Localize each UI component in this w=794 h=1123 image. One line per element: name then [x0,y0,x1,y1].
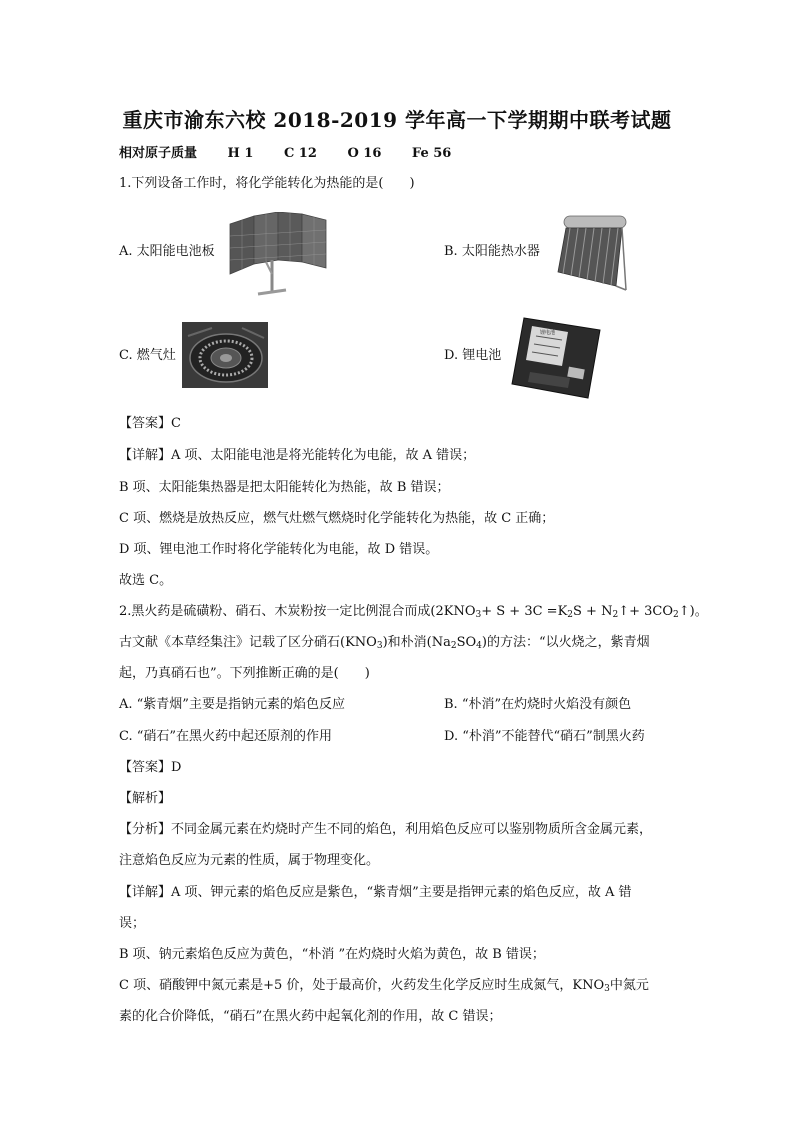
q1-option-d: D. 锂电池 [444,348,502,363]
q1-option-c: C. 燃气灶 [119,348,176,363]
battery-label: 锂电池 [540,330,556,336]
lithium-battery-image [510,316,602,400]
q2-analysis-heading: 【解析】 [119,791,172,806]
q2-option-a: A. “紫青烟”主要是指钠元素的焰色反应 [119,697,345,712]
q1-option-a: A. 太阳能电池板 [119,244,215,259]
q2-detail-line: 误； [119,916,146,931]
atomic-mass-line [119,144,477,164]
q2-stem-line-3: 起，乃真硝石也”。下列推断正确的是( ) [119,666,370,681]
q2-detail-line: B 项、钠元素焰色反应为黄色，“朴消 ”在灼烧时火焰为黄色，故 B 错误； [119,947,545,962]
q1-option-b: B. 太阳能热水器 [444,244,540,259]
q2-stem-line-1: 2.黑火药是硫磺粉、硝石、木炭粉按一定比例混合而成($2KNO_3+ S + 3C =K_2S$ + $N_2↑+$ $3CO_2↑$)。 [119,604,708,620]
page-title: 重庆市渝东六校 2018-2019 学年高一下学期期中联考试题 [122,108,672,132]
solar-panel-image [228,212,328,298]
q1-answer: 【答案】C [119,416,181,431]
q1-detail-line: D 项、锂电池工作时将化学能转化为电能，故 D 错误。 [119,542,439,557]
mass-h: H 1 [227,146,254,161]
q1-detail-line: B 项、太阳能集热器是把太阳能转化为热能，故 B 错误； [119,480,450,495]
q1-conclusion: 故选 C。 [119,573,173,588]
q1-detail-line: C 项、燃烧是放热反应，燃气灶燃气燃烧时化学能转化为热能，故 C 正确； [119,511,555,526]
q2-analysis-line: 【分析】不同金属元素在灼烧时产生不同的焰色，利用焰色反应可以鉴别物质所含金属元素， [119,822,653,837]
mass-c: C 12 [283,146,317,161]
q2-option-d: D. “朴消”不能替代“硝石”制黑火药 [444,729,645,744]
mass-o: O 16 [347,146,382,161]
atomic-mass-label: 相对原子质量 [119,146,198,161]
q2-detail-line: 【详解】A 项、钾元素的焰色反应是紫色，“紫青烟”主要是指钾元素的焰色反应，故 A 错 [119,885,632,900]
q2-analysis-line: 注意焰色反应为元素的性质，属于物理变化。 [119,853,380,868]
q2-detail-line: 素的化合价降低，“硝石”在黑火药中起氧化剂的作用，故 C 错误； [119,1009,502,1024]
gas-stove-image [182,322,268,388]
q1-detail-line: 【详解】A 项、太阳能电池是将光能转化为电能，故 A 错误； [119,448,476,463]
q1-stem: 1.下列设备工作时，将化学能转化为热能的是( ) [119,176,415,191]
mass-fe: Fe 56 [411,146,452,161]
q2-answer: 【答案】D [119,760,182,775]
solar-water-heater-image [556,212,632,294]
q2-option-b: B. “朴消”在灼烧时火焰没有颜色 [444,697,632,712]
q2-detail-line: C 项、硝酸钾中氮元素是+5 价，处于最高价，火药发生化学反应时生成氮气，$KNO_3$中氮元 [119,978,649,994]
q2-option-c: C. “硝石”在黑火药中起还原剂的作用 [119,729,333,744]
q2-stem-line-2: 古文献《本草经集注》记载了区分硝石$(KNO_3)$和朴消$(Na_2SO_4)$的方法：“以火烧之，紫青烟 [119,635,650,651]
